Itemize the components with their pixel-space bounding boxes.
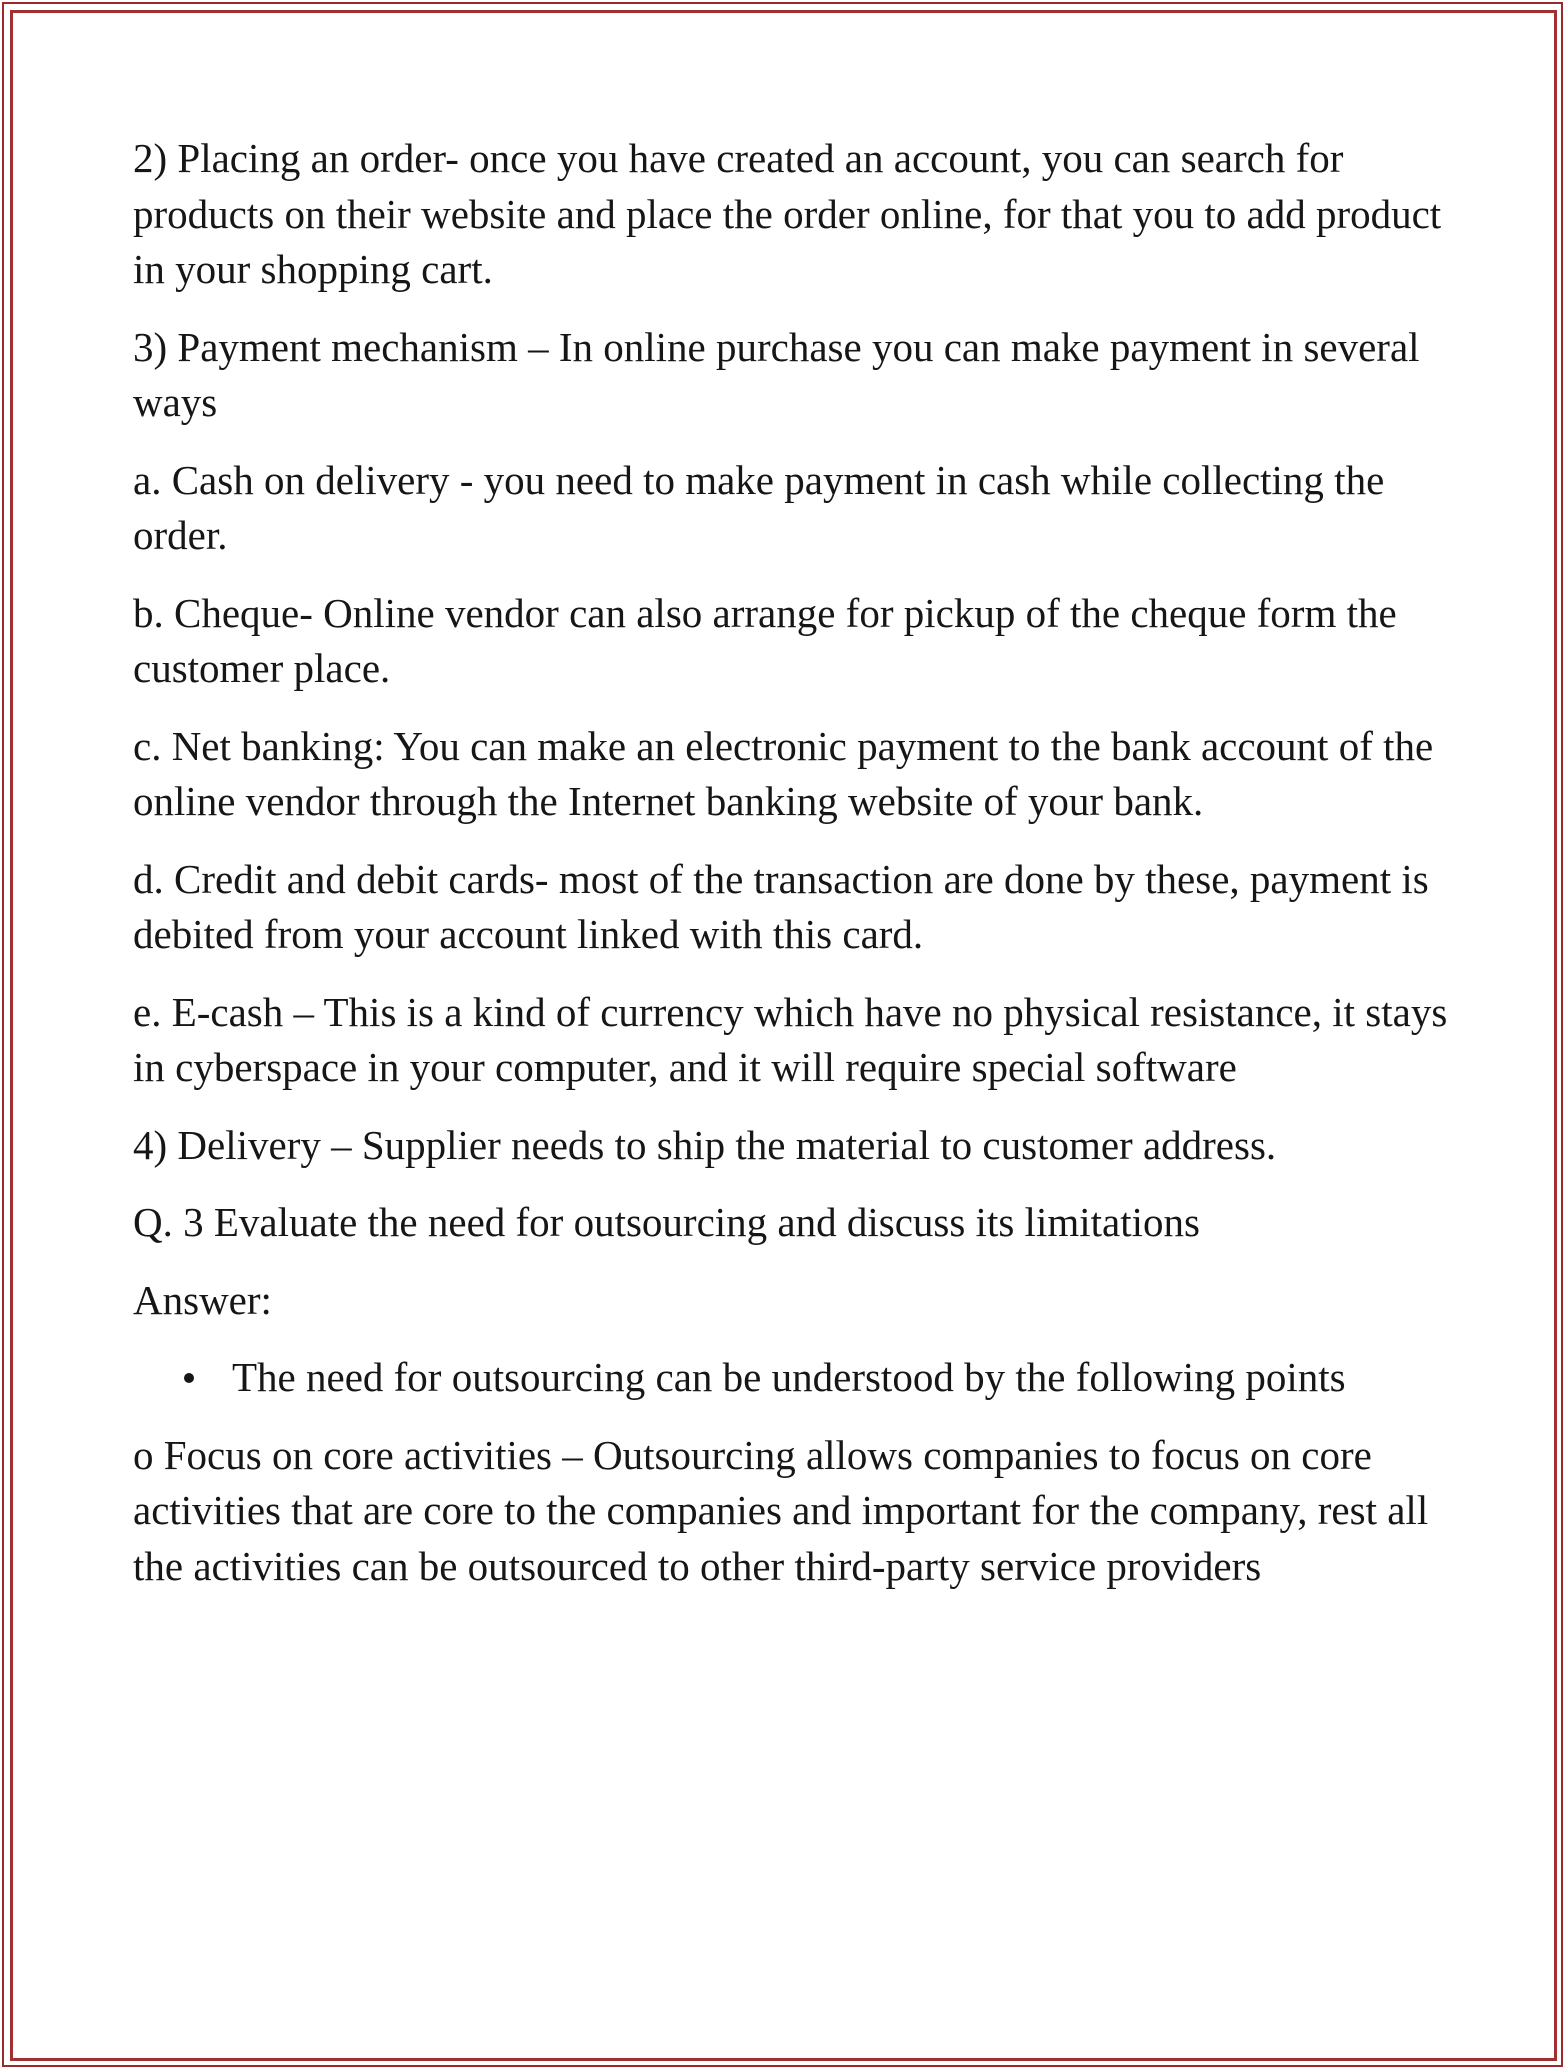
paragraph-e-cash: e. E-cash – This is a kind of currency which have no physical resistance, it stays in cyberspace in your computer, and it will require special software (133, 988, 1448, 1090)
paragraph-placing-order: 2) Placing an order- once you have created an account, you can search for products on their website and place the order online, for that you to add product in your shopping cart. (133, 135, 1442, 292)
paragraph-payment-mechanism: 3) Payment mechanism – In online purchase you can make payment in several ways (133, 323, 1420, 425)
paragraph-delivery: 4) Delivery – Supplier needs to ship the material to customer address. (133, 1121, 1277, 1168)
paragraph-cheque: b. Cheque- Online vendor can also arrange for pickup of the cheque form the customer place. (133, 589, 1397, 691)
document-body (133, 131, 1453, 1616)
bullet-dot-icon (133, 1350, 232, 1406)
bullet-item (133, 1350, 1453, 1406)
answer-label: Answer: (133, 1276, 272, 1323)
paragraph-focus-core: o Focus on core activities – Outsourcing allows companies to focus on core activities that are core to the companies and important for the company, rest all the activities can be outsourced to other third-party service providers (133, 1431, 1429, 1589)
paragraph-cards: d. Credit and debit cards- most of the transaction are done by these, payment is debited from your account linked with this card. (133, 855, 1429, 957)
paragraph-net-banking: c. Net banking: You can make an electronic payment to the bank account of the online vendor through the Internet banking website of your bank. (133, 722, 1434, 824)
question-heading: Q. 3 Evaluate the need for outsourcing and discuss its limitations (133, 1199, 1200, 1245)
bullet-text: The need for outsourcing can be understood by the following points (232, 1354, 1346, 1400)
paragraph-cash-on-delivery: a. Cash on delivery - you need to make payment in cash while collecting the order. (133, 456, 1385, 558)
